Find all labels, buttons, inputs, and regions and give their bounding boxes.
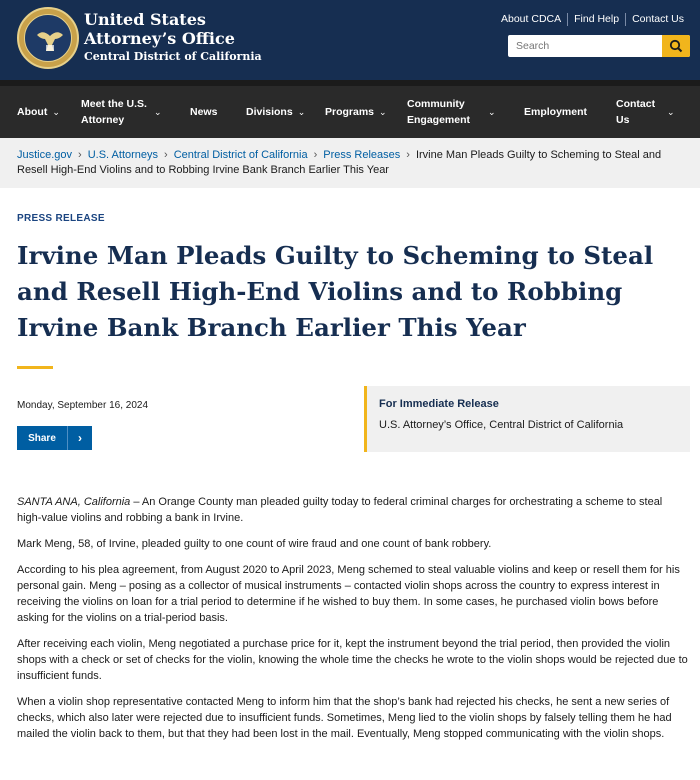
paragraph-1 [17,494,689,526]
breadcrumb-justice-gov[interactable]: Justice.gov [17,149,73,161]
breadcrumb-press-releases[interactable]: Press Releases [323,149,401,161]
search-icon [662,35,690,57]
nav-label: Meet the U.S. Attorney [81,98,147,126]
about-cdca-link[interactable]: About CDCA [501,13,562,25]
nav-news[interactable] [190,86,217,138]
site-header [0,0,700,80]
nav-employment[interactable] [524,86,587,138]
search-button[interactable] [662,35,690,57]
chevron-down-icon: ⌄ [297,107,306,117]
agency-name[interactable] [84,10,262,65]
chevron-right-icon: › [313,149,318,161]
chevron-down-icon: ⌄ [488,107,496,117]
chevron-right-icon: › [78,149,82,161]
main-nav [0,80,700,138]
share-button[interactable] [17,426,92,450]
chevron-right-icon: › [67,426,92,450]
agency-line-1: United States [84,10,206,29]
nav-label: Community Engagement [407,98,471,126]
dateline: SANTA ANA, California [17,496,131,508]
contact-us-link[interactable]: Contact Us [625,13,690,26]
nav-label: About [17,106,48,118]
breadcrumb-current: Irvine Man Pleads Guilty to Scheming to Steal and Resell High-End Violins and to Robbing Irvine Bank Branch Earlier This Year [17,149,662,176]
chevron-down-icon: ⌄ [379,107,387,117]
nav-label: News [190,106,218,118]
nav-label: Employment [524,106,588,118]
paragraph-4: After receiving each violin, Meng negotiated a purchase price for it, kept the instrument beyond the trial period, then provided the violin shops with a check or set of checks for the violin, knowing the whole time the checks he wrote to the violin shops would be rejected due to insufficient funds. [17,638,688,682]
release-info-box [364,386,690,452]
share-label: Share [28,432,56,444]
chevron-down-icon: ⌄ [667,107,675,117]
breadcrumb-us-attorneys[interactable]: U.S. Attorneys [87,149,159,161]
nav-contact-us[interactable] [616,86,676,138]
nav-label: Divisions [246,106,293,118]
page-title: Irvine Man Pleads Guilty to Scheming to Steal and Resell High-End Violins and to Robbing Irvine Bank Branch Earlier This Year [17,241,654,342]
chevron-down-icon: ⌄ [52,107,60,117]
paragraph-2: Mark Meng, 58, of Irvine, pleaded guilty to one count of wire fraud and one count of bank robbery. [17,538,492,550]
release-date: Monday, September 16, 2024 [17,400,149,411]
find-help-link[interactable]: Find Help [567,13,625,26]
paragraph-5: When a violin shop representative contacted Meng to inform him that the shop’s bank had rejected his checks, he sent a new series of checks, which also later were rejected due to insufficient funds. Sometimes, Meng lied to the violin shops by falsely telling them he had mailed the violin back to them, but that they had been lost in the mail. Eventually, Meng stopped communicating with the violin shops. [17,696,672,740]
nav-label: Contact Us [616,98,656,126]
utility-links [495,13,690,26]
article-body [17,494,689,752]
search-input[interactable] [508,35,662,57]
breadcrumb-central-district[interactable]: Central District of California [173,149,308,161]
chevron-down-icon: ⌄ [154,107,162,117]
paragraph-3: According to his plea agreement, from August 2020 to April 2023, Meng schemed to steal valuable violins and keep or resell them for his personal gain. Meng – posing as a collector of musical instruments – contacted violin shops across the country to express interest in receiving the violins on loan for a trial period to determine if he wished to buy them. In some cases, he purchased violin bows before asking for the violins on a trial-period basis. [17,564,680,624]
title-divider [17,366,53,369]
nav-community-engagement[interactable] [407,86,499,138]
doj-seal-logo[interactable] [17,7,79,69]
nav-programs[interactable] [325,86,387,138]
release-office: U.S. Attorney’s Office, Central District of California [379,419,624,431]
press-release-label: PRESS RELEASE [17,213,105,224]
chevron-right-icon: › [406,149,410,161]
search-box [508,35,690,57]
release-heading: For Immediate Release [379,398,499,410]
nav-about[interactable] [17,86,60,138]
nav-label: Programs [325,106,375,118]
eagle-icon [19,9,79,69]
nav-meet-us-attorney[interactable] [81,86,166,138]
breadcrumb [0,138,700,188]
paragraph-1-text: – An Orange County man pleaded guilty today to federal criminal charges for orchestrating a scheme to steal high-value violins and robbing a bank in Irvine. [17,496,663,524]
chevron-right-icon: › [164,149,168,161]
agency-line-3: Central District of California [84,50,262,63]
agency-line-2: Attorney’s Office [84,29,235,48]
nav-divisions[interactable] [246,86,305,138]
